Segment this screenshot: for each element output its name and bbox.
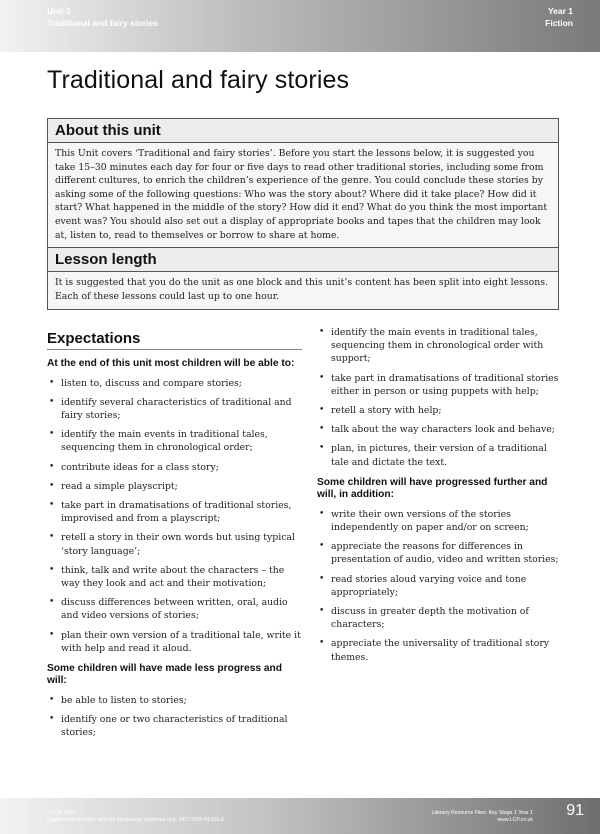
header-unit: Unit 3 [47,6,71,16]
less-progress-heading: Some children will have made less progress and will: [47,662,282,687]
list-item: • take part in dramatisations of traditional stories, improvised and from a playscript; [47,499,302,525]
header-band [0,0,600,52]
header-unit-block [47,5,158,29]
list-item: • discuss in greater depth the motivation of characters; [317,605,567,631]
expectations-left-column [47,330,302,746]
further-progress-list [317,508,567,664]
header-genre: Fiction [545,18,573,28]
header-unit-title: Traditional and fairy stories [47,18,159,28]
list-item: • appreciate the universality of traditional story themes. [317,637,567,663]
list-item: • talk about the way characters look and behave; [317,423,567,436]
footer-copyright: © LCP 2014 [47,810,76,816]
footer-left [47,810,224,824]
list-item: • contribute ideas for a class story; [47,461,302,474]
most-children-list [47,377,302,655]
list-item: • write their own versions of the stories independently on paper and/or on screen; [317,508,567,534]
list-item: • think, talk and write about the characters – the way they look and act and their motivation; [47,564,302,590]
list-item: • identify several characteristics of traditional and fairy stories; [47,396,302,422]
list-item: • identify one or two characteristics of traditional stories; [47,713,302,739]
list-item: • appreciate the reasons for differences in presentation of audio, video and written stories; [317,540,567,566]
about-heading: About this unit [48,119,558,143]
list-item: • identify the main events in traditional tales, sequencing them in chronological order with support; [317,326,567,366]
less-progress-list-continued [317,326,567,469]
list-item: • plan, in pictures, their version of a traditional tale and dictate the text. [317,442,567,468]
list-item: • identify the main events in traditional tales, sequencing them in chronological order; [47,428,302,454]
list-item: • retell a story in their own words but using typical ‘story language’; [47,531,302,557]
header-year-block [545,5,573,29]
expectations-right-column [317,326,567,670]
lesson-length-text: It is suggested that you do the unit as one block and this unit’s content has been split into eight lessons. Each of these lessons could last up to one hour. [55,277,548,302]
footer-website: www.LCP.co.uk [497,817,533,823]
about-text: This Unit covers ‘Traditional and fairy stories’. Before you start the lessons below, it is suggested you take 15–30 minutes each day for four or five days to read other traditional stories, including some from different cultures, to enrich the children’s experience of the genre. You could conclude these stories by asking some of the following questions: Who was the story about? Where did it take place? How did it start? What happened in the middle of the story? How did it end? What do you think the most important event was? You should also set out a display of appropriate books and tapes that the children may look at, listen to, read to themselves or borrow to share at home. [55,148,548,241]
list-item: • read stories aloud varying voice and tone appropriately; [317,573,567,599]
lesson-length-heading: Lesson length [48,247,558,272]
about-box [47,118,559,310]
most-children-heading: At the end of this unit most children will be able to: [47,358,295,369]
list-item: • retell a story with help; [317,404,567,417]
list-item: • be able to listen to stories; [47,694,302,707]
footer-band [0,798,600,834]
less-progress-list [47,694,302,740]
list-item: • listen to, discuss and compare stories; [47,377,302,390]
footer-right [432,810,534,824]
page-title: Traditional and fairy stories [47,66,350,94]
header-year: Year 1 [547,6,573,16]
further-progress-heading: Some children will have progressed further and will, in addition: [317,476,548,501]
list-item: • discuss differences between written, oral, audio and video versions of stories; [47,596,302,622]
page-number: 91 [566,802,584,819]
list-item: • plan their own version of a traditional tale, write it with help and read it aloud. [47,629,302,655]
footer-series: Literacy Resource Files: Key Stage 1 Year 1 [431,810,533,816]
list-item: • read a simple playscript; [47,480,302,493]
expectations-heading: Expectations [47,330,302,350]
footer-permission: Copies may be made with the purchasing institution only. NOT FOR RESALE [47,817,225,823]
list-item: • take part in dramatisations of traditional stories either in person or using puppets with help; [317,372,567,398]
